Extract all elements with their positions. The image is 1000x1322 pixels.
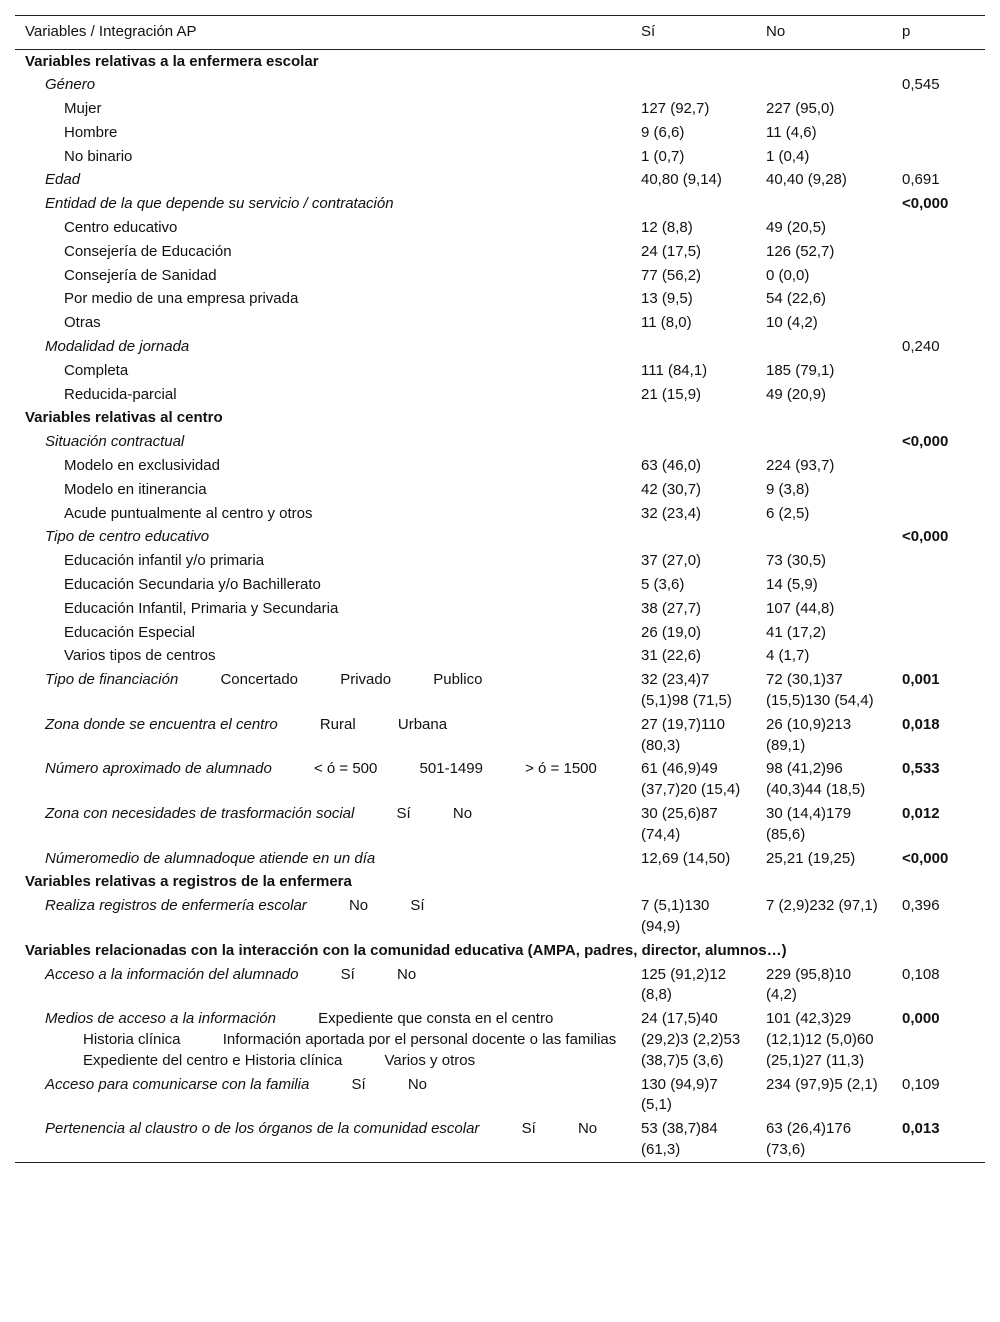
section-label: Variables relativas a registros de la enfermera <box>25 873 352 891</box>
option-label: Sí <box>396 805 411 822</box>
value-no: 14 (5,9) <box>766 576 818 594</box>
label-text: Número aproximado de alumnado <box>45 760 272 778</box>
category-label <box>15 264 631 288</box>
p-value <box>892 264 985 288</box>
label-text: Númeromedio de alumnadoque atiende en un día <box>45 849 376 867</box>
variable-row <box>15 431 985 455</box>
value-no: 10 (4,2) <box>766 314 818 332</box>
value-no <box>756 74 892 98</box>
variable-row <box>15 758 985 803</box>
label-text: Medios de acceso a la información <box>45 1010 276 1028</box>
value-si: 38 (27,7) <box>641 599 702 617</box>
category-label <box>15 98 631 122</box>
category-label <box>15 217 631 241</box>
label-text: Acceso para comunicarse con la familia <box>45 1075 310 1093</box>
variable-row <box>15 526 985 550</box>
p-value <box>892 121 985 145</box>
label-text: Educación Especial <box>64 623 195 641</box>
variable-label <box>15 193 631 217</box>
option-label: 501-1499 <box>419 760 483 778</box>
value-no: 98 (41,2)96 (40,3)44 (18,5) <box>766 760 866 799</box>
value-si: 127 (92,7) <box>641 100 710 118</box>
value-no: 30 (14,4)179 (85,6) <box>766 805 852 843</box>
value-no: 41 (17,2) <box>766 623 827 641</box>
category-label <box>15 645 631 669</box>
category-label <box>15 597 631 621</box>
category-row <box>15 217 985 241</box>
p-value: 0,013 <box>902 1120 940 1138</box>
label-text: Género <box>45 76 96 94</box>
label-text: Zona donde se encuentra el centro <box>45 715 278 733</box>
value-si: 30 (25,6)87 (74,4) <box>641 805 718 843</box>
option-label: Privado <box>340 671 392 689</box>
variable-label <box>15 713 631 758</box>
value-no: 63 (26,4)176 (73,6) <box>766 1120 852 1158</box>
value-no: 49 (20,5) <box>766 219 827 237</box>
section-row <box>15 407 985 431</box>
value-si <box>631 74 756 98</box>
p-value: <0,000 <box>902 195 949 213</box>
value-si: 77 (56,2) <box>641 266 702 284</box>
value-no: 25,21 (19,25) <box>766 849 856 867</box>
value-no: 6 (2,5) <box>766 504 810 522</box>
label-text: Consejería de Sanidad <box>64 266 217 284</box>
p-value: 0,533 <box>902 760 940 778</box>
value-si <box>631 431 756 455</box>
p-value <box>892 312 985 336</box>
value-si <box>631 193 756 217</box>
value-no: 224 (93,7) <box>766 457 835 475</box>
category-row <box>15 597 985 621</box>
value-no: 49 (20,9) <box>766 385 827 403</box>
option-label: Rural <box>319 715 356 733</box>
variable-label <box>15 803 631 848</box>
p-value: <0,000 <box>902 849 949 867</box>
category-row <box>15 550 985 574</box>
p-value <box>892 550 985 574</box>
value-si: 1 (0,7) <box>641 147 685 165</box>
value-no: 7 (2,9)232 (97,1) <box>766 897 878 915</box>
p-value: 0,545 <box>902 76 940 94</box>
variable-row <box>15 193 985 217</box>
label-text: No binario <box>64 147 133 165</box>
variable-label <box>15 895 631 940</box>
value-si: 61 (46,9)49 (37,7)20 (15,4) <box>641 760 741 799</box>
label-text: Otras <box>64 314 101 332</box>
variable-row <box>15 336 985 360</box>
category-label <box>15 455 631 479</box>
category-label <box>15 359 631 383</box>
option-label: Expediente que consta en el centro <box>318 1010 554 1028</box>
p-value <box>892 455 985 479</box>
category-row <box>15 574 985 598</box>
p-value: 0,109 <box>902 1075 940 1093</box>
category-label <box>15 383 631 407</box>
option-label: Varios y otros <box>384 1051 476 1069</box>
category-label <box>15 478 631 502</box>
value-si: 13 (9,5) <box>641 290 693 308</box>
p-value <box>892 145 985 169</box>
category-label <box>15 240 631 264</box>
label-text: Situación contractual <box>45 433 185 451</box>
value-si: 27 (19,7)110 (80,3) <box>641 715 725 754</box>
label-text: Educación Infantil, Primaria y Secundaria <box>64 599 339 617</box>
option-label: Sí <box>351 1075 366 1093</box>
option-label: Concertado <box>220 671 299 689</box>
category-label <box>15 145 631 169</box>
value-si: 11 (8,0) <box>641 314 692 332</box>
option-label: < ó = 500 <box>313 760 378 778</box>
value-no <box>756 193 892 217</box>
value-no: 229 (95,8)10 (4,2) <box>766 965 852 1004</box>
variable-row <box>15 169 985 193</box>
header-p: p <box>902 23 911 40</box>
value-no: 126 (52,7) <box>766 242 835 260</box>
value-no: 9 (3,8) <box>766 480 810 498</box>
section-label: Variables relativas a la enfermera escolar <box>25 52 319 70</box>
category-row <box>15 645 985 669</box>
variable-label <box>15 336 631 360</box>
variable-label <box>15 1008 631 1073</box>
value-no: 54 (22,6) <box>766 290 827 308</box>
value-no: 185 (79,1) <box>766 361 835 379</box>
section-label: Variables relativas al centro <box>25 409 223 427</box>
label-text: Completa <box>64 361 129 379</box>
p-value <box>892 645 985 669</box>
option-label: Información aportada por el personal docente o las familias <box>222 1030 617 1048</box>
variable-label <box>15 758 631 803</box>
variable-label <box>15 169 631 193</box>
variable-label <box>15 1118 631 1163</box>
option-label: No <box>407 1075 428 1093</box>
value-no <box>756 336 892 360</box>
value-no: 227 (95,0) <box>766 100 835 118</box>
value-no: 72 (30,1)37 (15,5)130 (54,4) <box>766 671 874 710</box>
value-si: 111 (84,1) <box>641 361 708 379</box>
value-si: 37 (27,0) <box>641 552 702 570</box>
value-no: 11 (4,6) <box>766 123 817 141</box>
results-table <box>15 15 985 1163</box>
label-text: Hombre <box>64 123 118 141</box>
option-label: Historia clínica <box>83 1030 181 1048</box>
value-si <box>631 526 756 550</box>
variable-row <box>15 895 985 940</box>
section-row <box>15 50 985 74</box>
p-value <box>892 98 985 122</box>
label-text: Reducida-parcial <box>64 385 177 403</box>
p-value <box>892 478 985 502</box>
p-value: <0,000 <box>902 528 949 546</box>
category-label <box>15 288 631 312</box>
category-row <box>15 98 985 122</box>
category-row <box>15 383 985 407</box>
p-value <box>892 502 985 526</box>
category-label <box>15 312 631 336</box>
label-text: Acceso a la información del alumnado <box>45 965 299 983</box>
value-si: 32 (23,4) <box>641 504 702 522</box>
variable-row <box>15 847 985 871</box>
results-table-container <box>15 15 985 1163</box>
p-value: 0,012 <box>902 805 940 822</box>
header-row <box>15 16 985 50</box>
p-value: <0,000 <box>902 433 949 451</box>
option-label: No <box>452 805 473 822</box>
p-value <box>892 217 985 241</box>
label-text: Varios tipos de centros <box>64 647 216 665</box>
value-si: 12 (8,8) <box>641 219 693 237</box>
header-variables: Variables / Integración AP <box>25 23 197 40</box>
value-no: 234 (97,9)5 (2,1) <box>766 1075 878 1093</box>
value-no: 101 (42,3)29 (12,1)12 (5,0)60 (25,1)27 (11,3) <box>766 1010 874 1069</box>
variable-row <box>15 1008 985 1073</box>
variable-row <box>15 74 985 98</box>
p-value: 0,018 <box>902 715 940 733</box>
category-row <box>15 312 985 336</box>
variable-row <box>15 963 985 1008</box>
table-body <box>15 50 985 1163</box>
p-value <box>892 621 985 645</box>
category-row <box>15 240 985 264</box>
category-row <box>15 264 985 288</box>
variable-label <box>15 669 631 714</box>
table-header <box>15 16 985 50</box>
label-text: Acude puntualmente al centro y otros <box>64 504 313 522</box>
section-row <box>15 939 985 963</box>
label-text: Zona con necesidades de trasformación social <box>45 805 355 822</box>
value-si: 7 (5,1)130 (94,9) <box>641 897 710 935</box>
section-label: Variables relacionadas con la interacción con la comunidad educativa (AMPA, padres, director, alumnos…) <box>25 941 787 959</box>
option-label: Expediente del centro e Historia clínica <box>83 1051 343 1069</box>
value-si: 130 (94,9)7 (5,1) <box>641 1075 718 1114</box>
value-si: 32 (23,4)7 (5,1)98 (71,5) <box>641 671 732 710</box>
value-no: 40,40 (9,28) <box>766 171 847 189</box>
label-text: Entidad de la que depende su servicio / contratación <box>45 195 394 213</box>
option-label: Publico <box>433 671 483 689</box>
value-si: 26 (19,0) <box>641 623 702 641</box>
label-text: Modalidad de jornada <box>45 338 190 356</box>
p-value <box>892 383 985 407</box>
value-si <box>631 336 756 360</box>
category-row <box>15 455 985 479</box>
option-label: > ó = 1500 <box>525 760 597 778</box>
p-value: 0,691 <box>902 171 940 189</box>
value-si: 125 (91,2)12 (8,8) <box>641 965 727 1004</box>
category-row <box>15 121 985 145</box>
category-row <box>15 359 985 383</box>
variable-label <box>15 431 631 455</box>
value-no: 4 (1,7) <box>766 647 810 665</box>
value-si: 53 (38,7)84 (61,3) <box>641 1120 718 1158</box>
value-si: 24 (17,5) <box>641 242 702 260</box>
category-row <box>15 621 985 645</box>
label-text: Tipo de financiación <box>45 671 179 689</box>
value-si: 42 (30,7) <box>641 480 702 498</box>
value-no: 107 (44,8) <box>766 599 835 617</box>
variable-row <box>15 713 985 758</box>
value-no <box>756 431 892 455</box>
option-label: No <box>577 1120 598 1138</box>
category-label <box>15 550 631 574</box>
option-label: Sí <box>410 897 425 915</box>
label-text: Modelo en exclusividad <box>64 457 220 475</box>
category-label <box>15 121 631 145</box>
variable-row <box>15 803 985 848</box>
category-label <box>15 574 631 598</box>
value-no: 1 (0,4) <box>766 147 810 165</box>
p-value <box>892 240 985 264</box>
option-label: Urbana <box>397 715 448 733</box>
label-text: Tipo de centro educativo <box>45 528 210 546</box>
label-text: Modelo en itinerancia <box>64 480 207 498</box>
category-row <box>15 288 985 312</box>
option-label: No <box>397 965 417 983</box>
label-text: Consejería de Educación <box>64 242 232 260</box>
value-si: 63 (46,0) <box>641 457 702 475</box>
label-text: Mujer <box>64 100 102 118</box>
category-label <box>15 502 631 526</box>
category-row <box>15 502 985 526</box>
section-row <box>15 871 985 895</box>
value-si: 24 (17,5)40 (29,2)3 (2,2)53 (38,7)5 (3,6) <box>641 1010 741 1069</box>
p-value <box>892 597 985 621</box>
p-value: 0,000 <box>902 1010 940 1028</box>
p-value: 0,240 <box>902 338 940 356</box>
variable-label <box>15 1073 631 1118</box>
p-value: 0,108 <box>902 965 940 983</box>
value-no: 26 (10,9)213 (89,1) <box>766 715 852 754</box>
variable-row <box>15 669 985 714</box>
label-text: Educación infantil y/o primaria <box>64 552 265 570</box>
variable-label <box>15 847 631 871</box>
label-text: Por medio de una empresa privada <box>64 290 299 308</box>
p-value <box>892 574 985 598</box>
category-row <box>15 478 985 502</box>
category-label <box>15 621 631 645</box>
label-text: Centro educativo <box>64 219 178 237</box>
value-si: 5 (3,6) <box>641 576 685 594</box>
option-label: Sí <box>340 965 355 983</box>
header-si: Sí <box>641 23 656 40</box>
option-label: Sí <box>521 1120 536 1138</box>
value-si: 9 (6,6) <box>641 123 685 141</box>
variable-label <box>15 74 631 98</box>
value-no: 0 (0,0) <box>766 266 810 284</box>
p-value <box>892 288 985 312</box>
p-value: 0,001 <box>902 671 940 689</box>
variable-row <box>15 1118 985 1163</box>
label-text: Pertenencia al claustro o de los órganos de la comunidad escolar <box>45 1120 480 1138</box>
label-text: Educación Secundaria y/o Bachillerato <box>64 576 321 594</box>
value-si: 31 (22,6) <box>641 647 702 665</box>
p-value: 0,396 <box>902 897 940 915</box>
variable-label <box>15 526 631 550</box>
value-no: 73 (30,5) <box>766 552 827 570</box>
label-text: Realiza registros de enfermería escolar <box>45 897 307 915</box>
value-si: 21 (15,9) <box>641 385 702 403</box>
p-value <box>892 359 985 383</box>
category-row <box>15 145 985 169</box>
variable-row <box>15 1073 985 1118</box>
label-text: Edad <box>45 171 81 189</box>
option-label: No <box>348 897 369 915</box>
value-si: 12,69 (14,50) <box>641 849 731 867</box>
value-no <box>756 526 892 550</box>
header-no: No <box>766 23 786 40</box>
value-si: 40,80 (9,14) <box>641 171 722 189</box>
variable-label <box>15 963 631 1008</box>
